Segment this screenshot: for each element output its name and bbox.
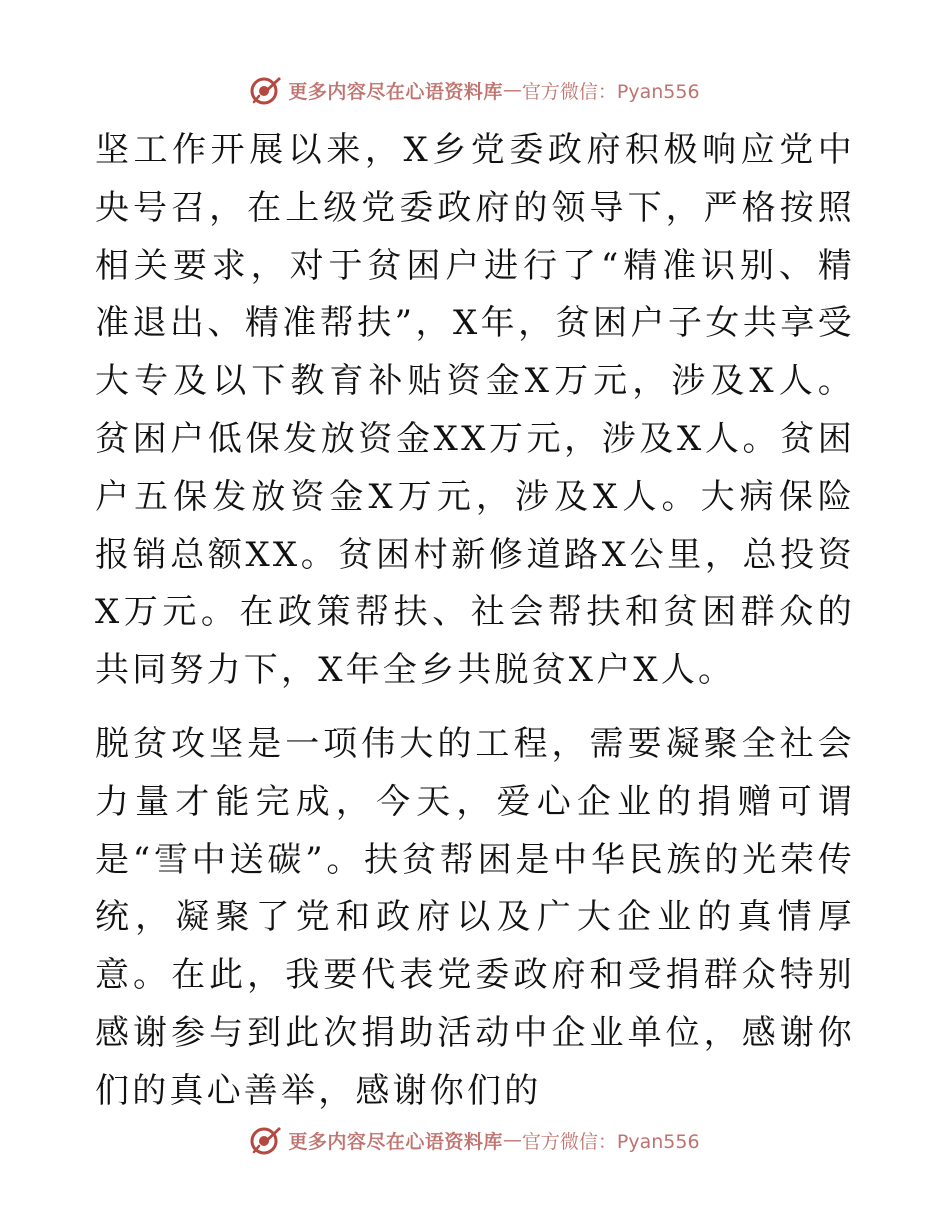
pen-logo-icon xyxy=(250,1124,282,1156)
banner-contact: 官方微信：Pyan556 xyxy=(521,80,700,103)
banner-contact: 官方微信：Pyan556 xyxy=(521,1130,700,1153)
paragraph-1: 坚工作开展以来，X乡党委政府积极响应党中央号召，在上级党委政府的领导下，严格按照相关要求，对于贫困户进行了“精准识别、精准退出、精准帮扶”，X年，贫困户子女共享受大专及以下教育补贴资金X万元，涉及X人。贫困户低保发放资金XX万元，涉及X人。贫困户五保发放资金X万元，涉及X人。大病保险报销总额XX。贫困村新修道路X公里，总投资X万元。在政策帮扶、社会帮扶和贫困群众的共同努力下，X年全乡共脱贫X户X人。 xyxy=(95,130,855,691)
pen-logo-icon xyxy=(250,74,282,106)
banner-title: 更多内容尽在心语资料库 xyxy=(288,1130,503,1153)
footer-banner xyxy=(0,1120,950,1160)
banner-separator: — xyxy=(502,79,522,101)
banner-separator: — xyxy=(502,1129,522,1151)
header-banner xyxy=(0,70,950,110)
banner-title: 更多内容尽在心语资料库 xyxy=(288,80,503,103)
document-body xyxy=(95,122,855,1121)
paragraph-2: 脱贫攻坚是一项伟大的工程，需要凝聚全社会力量才能完成，今天，爱心企业的捐赠可谓是“雪中送碳”。扶贫帮困是中华民族的光荣传统，凝聚了党和政府以及广大企业的真情厚意。在此，我要代表党委政府和受捐群众特别感谢参与到此次捐助活动中企业单位，感谢你们的真心善举，感谢你们的 xyxy=(95,723,855,1111)
